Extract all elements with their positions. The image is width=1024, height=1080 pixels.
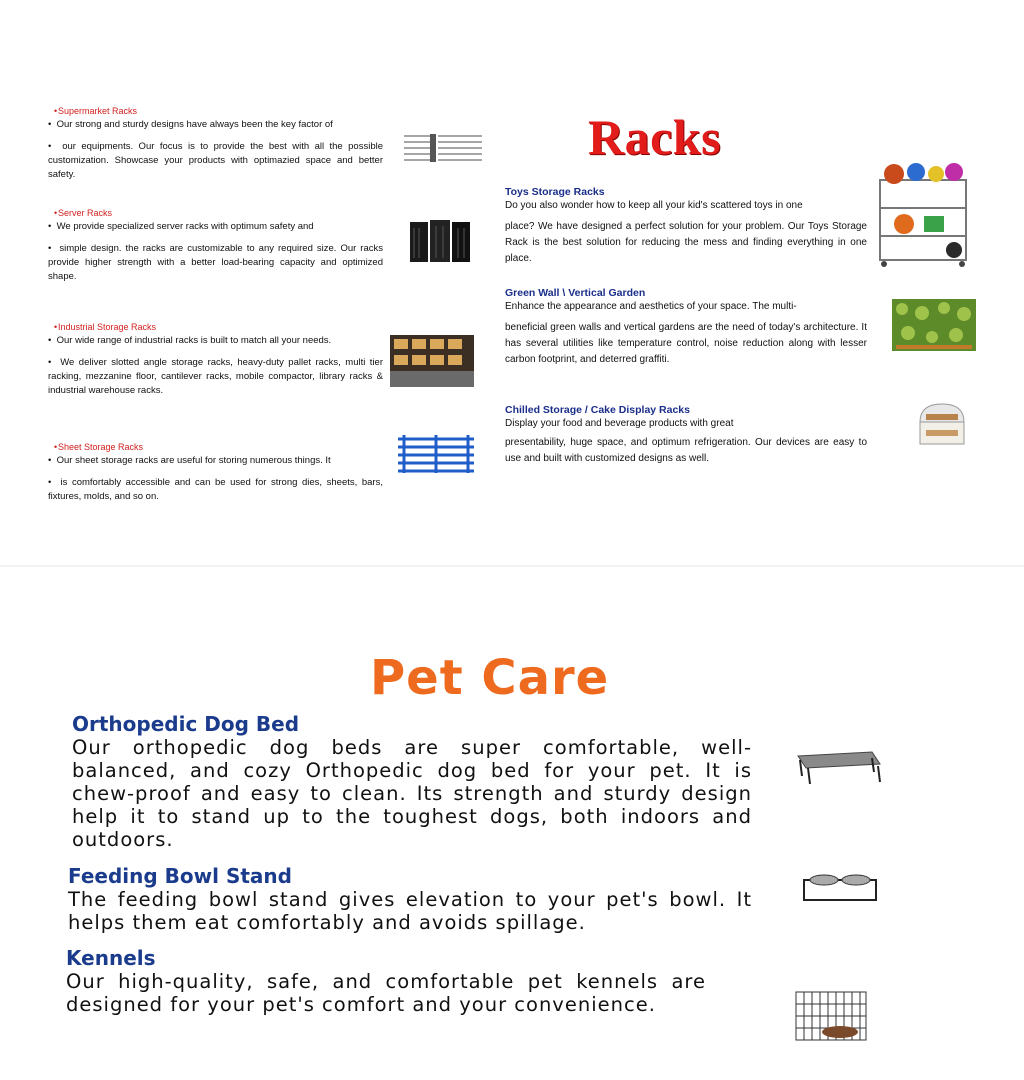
- green-wall-image: [892, 299, 976, 351]
- kennel-image: [792, 984, 872, 1048]
- section-text: • is comfortably accessible and can be used for strong dies, sheets, bars, fixtures, molds, and so on.: [48, 477, 383, 502]
- section-green-wall: [505, 287, 867, 368]
- pet-care-title: Pet Care: [370, 650, 610, 706]
- section-toys-storage-racks: [505, 186, 867, 267]
- section-text: Enhance the appearance and aesthetics of your space. The multi-: [505, 301, 797, 312]
- cake-display-image: [916, 402, 968, 448]
- section-divider: [0, 565, 1024, 567]
- supermarket-rack-image: [402, 132, 484, 164]
- sheet-rack-image: [396, 433, 476, 475]
- section-text: Do you also wonder how to keep all your kid's scattered toys in one: [505, 200, 803, 211]
- section-text: • Our sheet storage racks are useful for storing numerous things. It: [48, 455, 331, 466]
- section-text: • Our strong and sturdy designs have always been the key factor of: [48, 119, 333, 130]
- pet-item-feeding-bowl-stand: [68, 864, 752, 934]
- section-heading: • Server Racks: [48, 206, 383, 220]
- section-text: beneficial green walls and vertical gardens are the need of today's architecture. It has several utilities like temperature control, noise reduction along with lesser carbon footprint, and deterred graffiti.: [505, 322, 867, 365]
- pet-item-orthopedic-dog-bed: [72, 712, 752, 851]
- section-text: • We provide specialized server racks with optimum safety and: [48, 221, 314, 232]
- pet-item-kennels: [66, 946, 706, 1016]
- section-heading: • Industrial Storage Racks: [48, 320, 383, 334]
- server-rack-image: [410, 218, 472, 264]
- pet-item-heading: Feeding Bowl Stand: [68, 864, 292, 888]
- section-text: • our equipments. Our focus is to provide the best with all the possible customization. Showcase your products with optimazied space and better safety.: [48, 141, 384, 180]
- section-industrial-storage-racks: [48, 320, 383, 398]
- section-heading: • Supermarket Racks: [48, 104, 383, 118]
- section-heading: Green Wall \ Vertical Garden: [505, 287, 646, 299]
- industrial-rack-image: [390, 335, 474, 387]
- section-heading: Toys Storage Racks: [505, 186, 605, 198]
- section-server-racks: [48, 206, 383, 284]
- toys-rack-image: [874, 160, 974, 272]
- pet-item-text: Our high-quality, safe, and comfortable pet kennels are designed for your pet's comfort and your convenience.: [66, 970, 706, 1016]
- section-text: presentability, huge space, and optimum refrigeration. Our devices are easy to use and built with customized designs as well.: [505, 437, 867, 464]
- section-text: • simple design. the racks are customizable to any required size. Our racks provide higher strength with a better load-bearing capacity and optimized shape.: [48, 243, 384, 282]
- pet-item-heading: Orthopedic Dog Bed: [72, 712, 300, 736]
- feeding-bowl-image: [800, 872, 880, 904]
- section-heading: Chilled Storage / Cake Display Racks: [505, 404, 690, 416]
- pet-item-text: Our orthopedic dog beds are super comfortable, well-balanced, and cozy Orthopedic dog bed for your pet. It is chew-proof and easy to clean. Its strength and sturdy design help it to stand up to the toughest dogs, both indoors and outdoors.: [72, 736, 752, 851]
- section-supermarket-racks: [48, 104, 383, 182]
- pet-item-heading: Kennels: [66, 946, 156, 970]
- dog-bed-image: [792, 746, 884, 786]
- racks-title: Racks: [588, 109, 722, 165]
- section-chilled-storage: [505, 404, 867, 467]
- section-text: Display your food and beverage products with great: [505, 418, 734, 429]
- section-sheet-storage-racks: [48, 440, 383, 504]
- section-text: place? We have designed a perfect solution for your problem. Our Toys Storage Rack is the best solution for reducing the mess and finding everything in one place.: [505, 221, 867, 264]
- section-text: • We deliver slotted angle storage racks, heavy-duty pallet racks, multi tier racking, mezzanine floor, cantilever racks, mobile compactor, library racks & industrial warehouse racks.: [48, 357, 383, 396]
- section-text: • Our wide range of industrial racks is built to match all your needs.: [48, 335, 332, 346]
- section-heading: • Sheet Storage Racks: [48, 440, 383, 454]
- pet-item-text: The feeding bowl stand gives elevation to your pet's bowl. It helps them eat comfortably and avoids spillage.: [68, 888, 752, 934]
